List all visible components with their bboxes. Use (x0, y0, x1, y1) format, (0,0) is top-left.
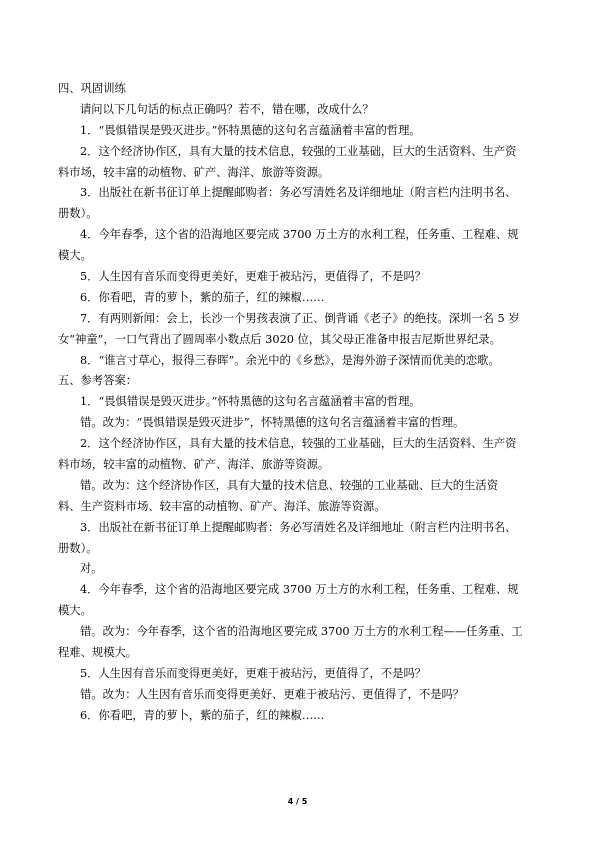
text-line: 错。改为：人生因有音乐而变得更美好、更难于被玷污、更值得了，不是吗？ (80, 687, 465, 701)
text-line: 错。改为：这个经济协作区，具有大量的技术信息、较强的工业基础、巨大的生活资 (80, 478, 498, 492)
text-line: 8．“谁言寸草心，报得三春晖”。余光中的《乡愁》，是海外游子深情而优美的恋歌。 (80, 353, 500, 367)
text-line: 模大。 (58, 249, 92, 263)
text-line: 模大。 (58, 604, 92, 618)
text-line: 程难、规模大。 (58, 646, 138, 660)
section-heading: 四、巩固训练 (58, 82, 126, 95)
text-line: 料、生产资料市场、较丰富的动植物、矿产、海洋、旅游等资源。 (58, 499, 386, 513)
text-line: 错。改为：今年春季，这个省的沿海地区要完成 3700 万土方的水利工程——任务重、工 (80, 625, 523, 639)
text-line: 6．你看吧，青的萝卜，紫的茄子，红的辣椒…… (80, 290, 325, 304)
text-line: 对。 (80, 562, 103, 576)
text-line: 请问以下几句话的标点正确吗？若不，错在哪，改成什么？ (80, 102, 374, 116)
text-line: 1．“畏惧错误是毁灭进步。”怀特黑德的这句名言蕴涵着丰富的哲理。 (80, 395, 421, 409)
text-line: 2．这个经济协作区，具有大量的技术信息，较强的工业基础，巨大的生活资料、生产资 (80, 144, 517, 158)
text-line: 1．“畏惧错误是毁灭进步。”怀特黑德的这句名言蕴涵着丰富的哲理。 (80, 123, 421, 137)
text-line: 5．人生因有音乐而变得更美好，更难于被玷污，更值得了，不是吗？ (80, 270, 427, 284)
text-line: 错。改为：“畏惧错误是毁灭进步”，怀特黑德的这句名言蕴涵着丰富的哲理。 (80, 416, 465, 430)
text-line: 册数）。 (58, 207, 98, 221)
text-line: 女“神童”，一口气背出了圆周率小数点后 3020 位，其父母正准备申报吉尼斯世界纪录。 (58, 332, 501, 346)
section-heading: 五、参考答案： (58, 374, 138, 388)
text-line: 5．人生因有音乐而变得更美好，更难于被玷污，更值得了，不是吗？ (80, 666, 427, 680)
text-line: 料市场，较丰富的动植物、矿产、海洋、旅游等资源。 (58, 165, 330, 179)
text-line: 3．出版社在新书征订单上提醒邮购者：务必写清姓名及详细地址（附言栏内注明书名、 (80, 520, 517, 534)
text-line: 3．出版社在新书征订单上提醒邮购者：务必写清姓名及详细地址（附言栏内注明书名、 (80, 186, 517, 200)
page-number: 4 / 5 (287, 797, 308, 806)
text-line: 4．今年春季，这个省的沿海地区要完成 3700 万土方的水利工程，任务重、工程难、规 (80, 228, 519, 242)
text-line: 册数）。 (58, 541, 98, 555)
text-line: 2．这个经济协作区，具有大量的技术信息，较强的工业基础，巨大的生活资料、生产资 (80, 437, 517, 451)
text-line: 4．今年春季，这个省的沿海地区要完成 3700 万土方的水利工程，任务重、工程难、规 (80, 583, 519, 597)
text-line: 料市场，较丰富的动植物、矿产、海洋、旅游等资源。 (58, 458, 330, 472)
text-line: 6．你看吧，青的萝卜，紫的茄子，红的辣椒…… (80, 708, 325, 722)
text-line: 7．有两则新闻：会上，长沙一个男孩表演了正、倒背诵《老子》的绝技。深圳一名 5 岁 (80, 311, 520, 325)
document-body (58, 79, 538, 727)
